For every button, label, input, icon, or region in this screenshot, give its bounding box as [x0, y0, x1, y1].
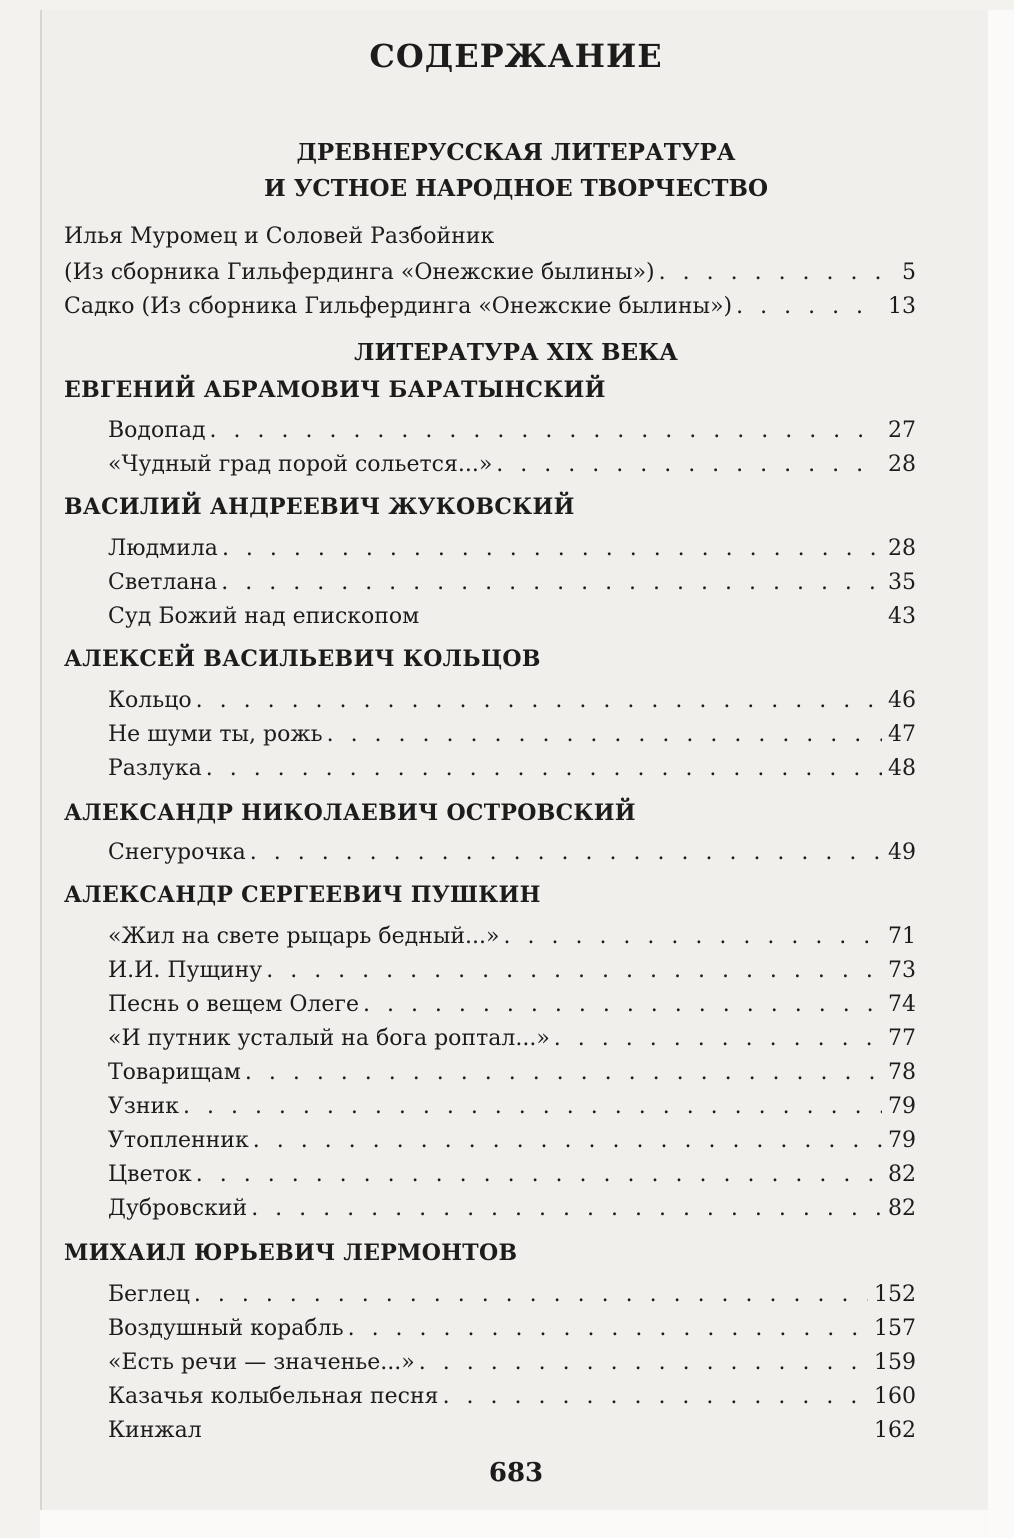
toc-entry-page: 79	[888, 1128, 916, 1153]
toc-entry-page: 82	[888, 1196, 916, 1221]
author-heading: АЛЕКСАНДР НИКОЛАЕВИЧ ОСТРОВСКИЙ	[64, 800, 636, 826]
toc-entry-page: 35	[888, 570, 916, 595]
toc-entry-page: 160	[874, 1384, 916, 1409]
toc-entry-page: 157	[874, 1316, 916, 1341]
toc-entry-title: «И путник усталый на бога роптал...»	[108, 1026, 550, 1051]
page-margin-bottom	[40, 1510, 988, 1538]
section-heading-old-russian-2: И УСТНОЕ НАРОДНОЕ ТВОРЧЕСТВО	[264, 175, 768, 202]
book-page	[40, 10, 990, 1510]
toc-entry-title: Водопад	[108, 418, 206, 443]
toc-entry[interactable]	[108, 988, 916, 1022]
dot-leader	[245, 1056, 882, 1090]
toc-entry[interactable]	[108, 1192, 916, 1226]
dot-leader	[736, 290, 882, 324]
toc-entry-page: 74	[888, 992, 916, 1017]
toc-entry-title: Воздушный корабль	[108, 1316, 344, 1341]
toc-entry-page: 79	[888, 1094, 916, 1119]
toc-entry[interactable]	[108, 1158, 916, 1192]
toc-entry-title: Утопленник	[108, 1128, 249, 1153]
toc-entry[interactable]	[108, 920, 916, 954]
dot-leader	[251, 1192, 882, 1226]
toc-entry-page: 78	[888, 1060, 916, 1085]
dot-leader	[504, 920, 883, 954]
toc-entry-page: 152	[874, 1282, 916, 1307]
dot-leader	[348, 1312, 868, 1346]
dot-leader	[363, 988, 882, 1022]
toc-entry[interactable]	[108, 836, 916, 870]
toc-entry[interactable]	[108, 684, 916, 718]
toc-entry-title: Казачья колыбельная песня	[108, 1384, 439, 1409]
toc-entry[interactable]	[108, 1414, 916, 1448]
toc-entry-page: 27	[888, 418, 916, 443]
toc-entry[interactable]	[108, 718, 916, 752]
author-heading: АЛЕКСАНДР СЕРГЕЕВИЧ ПУШКИН	[64, 882, 541, 908]
toc-entry-title: Разлука	[108, 756, 202, 781]
page-number: 683	[488, 1458, 544, 1488]
dot-leader	[659, 256, 896, 290]
toc-entry[interactable]	[108, 954, 916, 988]
toc-entry[interactable]	[108, 532, 916, 566]
dot-leader	[496, 448, 882, 482]
toc-entry-page: 77	[888, 1026, 916, 1051]
toc-entry-page: 28	[888, 536, 916, 561]
dot-leader	[196, 1158, 882, 1192]
toc-entry[interactable]	[108, 1346, 916, 1380]
dot-leader	[419, 1346, 868, 1380]
toc-entry-title: И.И. Пущину	[108, 958, 263, 983]
toc-entry-title: Кинжал	[108, 1418, 202, 1443]
toc-entry-title: Суд Божий над епископом	[108, 604, 420, 629]
toc-entry-page: 82	[888, 1162, 916, 1187]
toc-entry-title: Кольцо	[108, 688, 192, 713]
toc-entry-title: Узник	[108, 1094, 179, 1119]
dot-leader	[250, 836, 882, 870]
toc-entry-title: Товарищам	[108, 1060, 241, 1085]
toc-entry[interactable]	[108, 1380, 916, 1414]
toc-entry-page: 73	[888, 958, 916, 983]
section-heading-old-russian-1: ДРЕВНЕРУССКАЯ ЛИТЕРАТУРА	[296, 139, 736, 166]
toc-entry-page: 46	[888, 688, 916, 713]
dot-leader	[196, 684, 882, 718]
toc-entry-title: (Из сборника Гильфердинга «Онежские былины»)	[64, 260, 655, 285]
page-title: СОДЕРЖАНИЕ	[369, 37, 663, 75]
toc-entry[interactable]	[64, 290, 916, 324]
toc-entry-title: Беглец	[108, 1282, 190, 1307]
toc-entry-title-line: Илья Муромец и Соловей Разбойник	[64, 224, 495, 249]
toc-entry-page: 43	[888, 604, 916, 629]
toc-entry[interactable]	[108, 414, 916, 448]
toc-entry-page: 47	[888, 722, 916, 747]
toc-entry-page: 159	[874, 1350, 916, 1375]
toc-entry-title: Цветок	[108, 1162, 192, 1187]
toc-entry[interactable]	[108, 1056, 916, 1090]
author-heading: ВАСИЛИЙ АНДРЕЕВИЧ ЖУКОВСКИЙ	[64, 494, 575, 520]
toc-entry[interactable]	[108, 448, 916, 482]
toc-entry-title: Садко (Из сборника Гильфердинга «Онежские былины»)	[64, 294, 733, 319]
toc-entry-title: Светлана	[108, 570, 218, 595]
toc-entry-title: «Жил на свете рыцарь бедный...»	[108, 924, 500, 949]
dot-leader	[222, 532, 882, 566]
toc-entry-title: «Есть речи — значенье...»	[108, 1350, 415, 1375]
toc-entry[interactable]	[64, 256, 916, 290]
toc-entry-page: 5	[902, 260, 916, 285]
dot-leader	[443, 1380, 868, 1414]
toc-entry-title: Снегурочка	[108, 840, 246, 865]
dot-leader	[206, 752, 882, 786]
dot-leader	[210, 414, 882, 448]
toc-entry-page: 71	[888, 924, 916, 949]
toc-entry[interactable]	[108, 752, 916, 786]
dot-leader	[253, 1124, 882, 1158]
dot-leader	[554, 1022, 882, 1056]
toc-entry[interactable]	[108, 1312, 916, 1346]
toc-entry[interactable]	[108, 566, 916, 600]
toc-entry[interactable]	[108, 1090, 916, 1124]
author-heading: МИХАИЛ ЮРЬЕВИЧ ЛЕРМОНТОВ	[64, 1240, 518, 1266]
toc-entry-page: 162	[874, 1418, 916, 1443]
toc-entry-title: Дубровский	[108, 1196, 248, 1221]
toc-entry-title: Не шуми ты, рожь	[108, 722, 323, 747]
toc-entry-title: Песнь о вещем Олеге	[108, 992, 359, 1017]
toc-entry[interactable]	[108, 600, 916, 634]
toc-entry[interactable]	[108, 1022, 916, 1056]
author-heading: ЕВГЕНИЙ АБРАМОВИЧ БАРАТЫНСКИЙ	[64, 377, 606, 403]
toc-entry-page: 48	[888, 756, 916, 781]
toc-entry-title: «Чудный град порой сольется...»	[108, 452, 493, 477]
toc-entry-page: 13	[888, 294, 916, 319]
toc-entry[interactable]	[108, 1278, 916, 1312]
dot-leader	[327, 718, 882, 752]
author-heading: АЛЕКСЕЙ ВАСИЛЬЕВИЧ КОЛЬЦОВ	[64, 646, 541, 672]
toc-entry-page: 28	[888, 452, 916, 477]
section-heading-xix: ЛИТЕРАТУРА XIX ВЕКА	[354, 339, 678, 366]
dot-leader	[194, 1278, 868, 1312]
page-margin-right	[988, 10, 1014, 1538]
dot-leader	[221, 566, 882, 600]
toc-entry-page: 49	[888, 840, 916, 865]
toc-entry[interactable]	[108, 1124, 916, 1158]
dot-leader	[183, 1090, 882, 1124]
toc-entry-title: Людмила	[108, 536, 218, 561]
dot-leader	[266, 954, 882, 988]
